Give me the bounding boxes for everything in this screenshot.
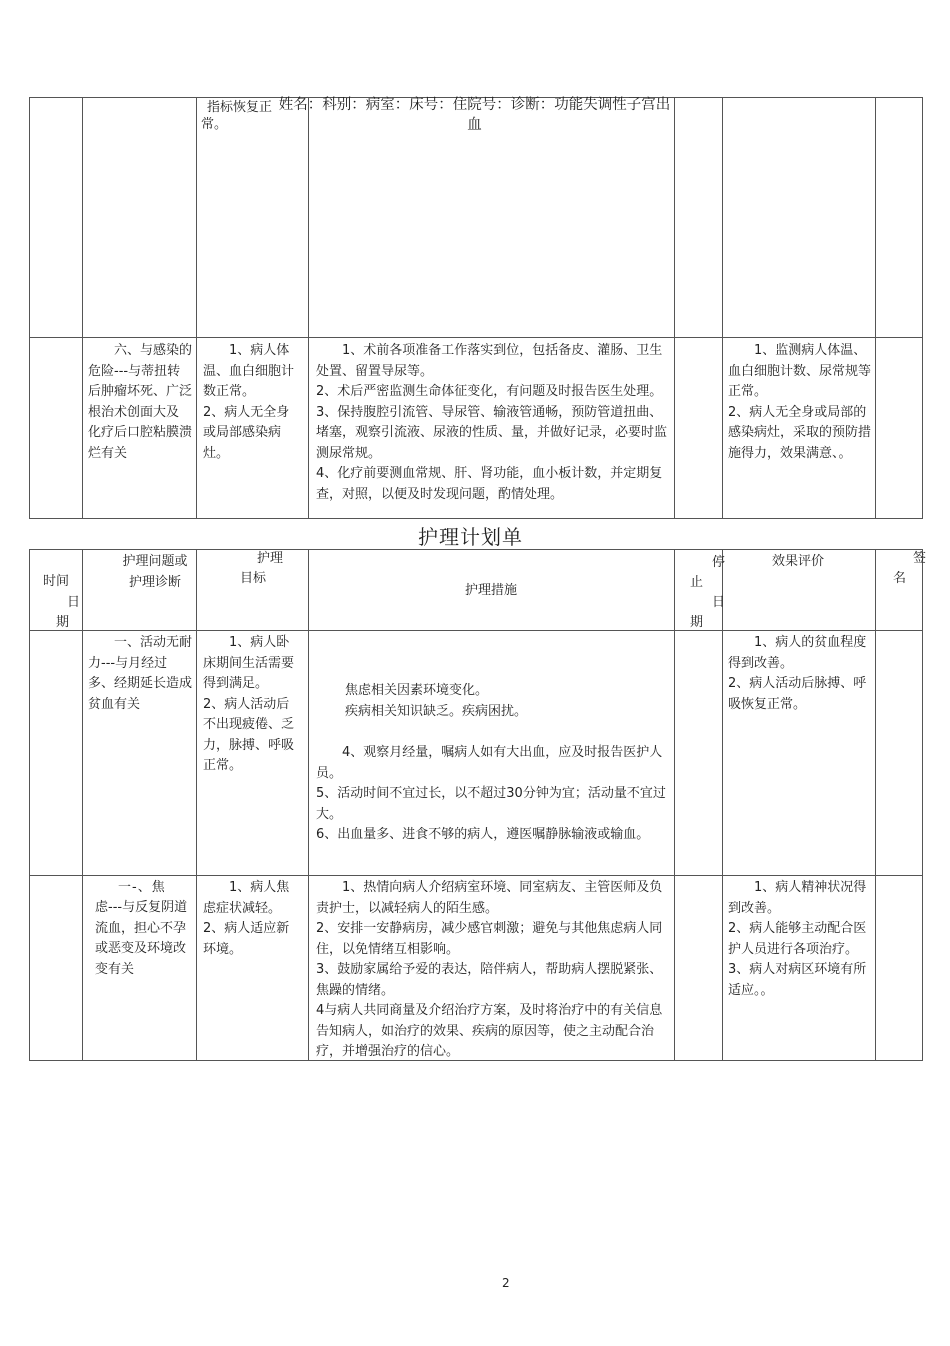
row6-evaluation: 1、监测病人体温、血白细胞计数、尿常规等正常。 2、病人无全身或局部的感染病灶，采取的预防措施得力，效果满意、。 [728, 343, 872, 461]
top-col-border [196, 97, 197, 519]
header-date-ri: 日 [67, 595, 81, 610]
main-table-bottom-border [29, 1060, 923, 1061]
main-table-row-divider [29, 875, 923, 876]
top-table-row-divider [29, 337, 923, 338]
row1-measures-b: 4、观察月经量，嘱病人如有大出血，应及时报告医护人员。 5、活动时间不宜过长，以不超过30分钟为宜；活动量不宜过大。 6、出血量多、进食不够的病人，遵医嘱静脉输液或输血。 [316, 745, 666, 842]
row6-measures: 1、术前各项准备工作落实到位，包括备皮、灌肠、卫生处置、留置导尿等。 2、术后严密监测生命体征变化，有问题及时报告医生处理。 3、保持腹腔引流管、导尿管、输液管通畅，预防管道扭曲、堵塞，观察引流液、尿液的性质、量，并做好记录，必要时监测尿常规。 4、化疗前要测血常规、肝、肾功能，血小板计数，并定期复查，对照，以便及时发现问题，酌情处理。 [316, 343, 668, 502]
main-col-border [674, 549, 675, 1061]
main-table-header-divider [29, 630, 923, 631]
row6-problem: 六、与感染的危险---与蒂扭转后肿瘤坏死、广泛根治术创面大及 化疗后口腔粘膜溃烂有关 [88, 343, 192, 461]
main-col-border [82, 549, 83, 1061]
row1-measures-a: 焦虑相关因素环境变化。 疾病相关知识缺乏。疾病困扰。 [345, 683, 528, 719]
row1-problem: 一、活动无耐力---与月经过多、经期延长造成贫血有关 [88, 635, 193, 712]
header-sign-2: 名 [893, 571, 907, 586]
header-stop-4: 期 [690, 615, 704, 630]
top-col-border [875, 97, 876, 519]
header-goal-1: 护理 [257, 551, 284, 566]
main-col-border [196, 549, 197, 1061]
main-col-border [722, 549, 723, 1061]
row6-goal: 1、病人体温、血白细胞计数正常。 2、病人无全身或局部感染病灶。 [203, 343, 295, 461]
top-col-border [29, 97, 30, 519]
page-number: 2 [502, 1276, 510, 1290]
row2-measures: 1、热情向病人介绍病室环境、同室病友、主管医师及负责护士，以减轻病人的陌生感。 2、安排一安静病房，减少感官刺激；避免与其他焦虑病人同住，以免情绪互相影响。 3、鼓励家属给予爱的表达，陪伴病人，帮助病人摆脱紧张、焦躁的情绪。 4与病人共同商量及介绍治疗方案，及时将治疗中的有关信息告知病人，如治疗的效果、疾病的原因等，使之主动配合治疗，并增强治疗的信心。 [316, 880, 663, 1059]
top-col-border [922, 97, 923, 519]
row2-goal: 1、病人焦虑症状减轻。 2、病人适应新环境。 [203, 880, 290, 957]
row2-problem-1: 一-、焦 [118, 880, 166, 895]
header-measures: 护理措施 [465, 583, 518, 598]
header-sign-1: 签 [913, 551, 927, 566]
header-date-qi: 期 [56, 615, 70, 630]
main-col-border [308, 549, 309, 1061]
row1-evaluation: 1、病人的贫血程度得到改善。 2、病人活动后脉搏、呼吸恢复正常。 [728, 635, 867, 712]
row1-goal: 1、病人卧床期间生活需要得到满足。 2、病人活动后不出现疲倦、乏力，脉搏、呼吸正常。 [203, 635, 295, 773]
main-col-border [922, 549, 923, 1061]
row2-problem-2: 虑---与反复阴道流血，担心不孕或恶变及环境改变有关 [95, 900, 188, 977]
page-title: 护理计划单 [418, 525, 523, 549]
patient-header: 姓名：科别：病室：床号：住院号：诊断：功能失调性子宫出血 [278, 97, 671, 133]
top-col-border [308, 97, 309, 519]
header-stop-3: 日 [712, 595, 726, 610]
header-stop-2: 止 [690, 575, 704, 590]
header-time: 时间 [43, 574, 70, 589]
header-problem: 护理问题或 护理诊断 [122, 554, 188, 590]
header-evaluation: 效果评价 [772, 554, 825, 569]
top-table-bottom-border [29, 518, 923, 519]
header-stop-1: 停 [712, 555, 726, 570]
top-goal-tail: 指标恢复正常。 [201, 100, 273, 132]
main-col-border [875, 549, 876, 1061]
main-table-top-border [29, 549, 923, 550]
main-col-border [29, 549, 30, 1061]
top-col-border [722, 97, 723, 519]
row2-evaluation: 1、病人精神状况得到改善。 2、病人能够主动配合医护人员进行各项治疗。 3、病人对病区环境有所适应。。 [728, 880, 867, 998]
header-goal-2: 目标 [240, 571, 267, 586]
top-col-border [82, 97, 83, 519]
top-col-border [674, 97, 675, 519]
